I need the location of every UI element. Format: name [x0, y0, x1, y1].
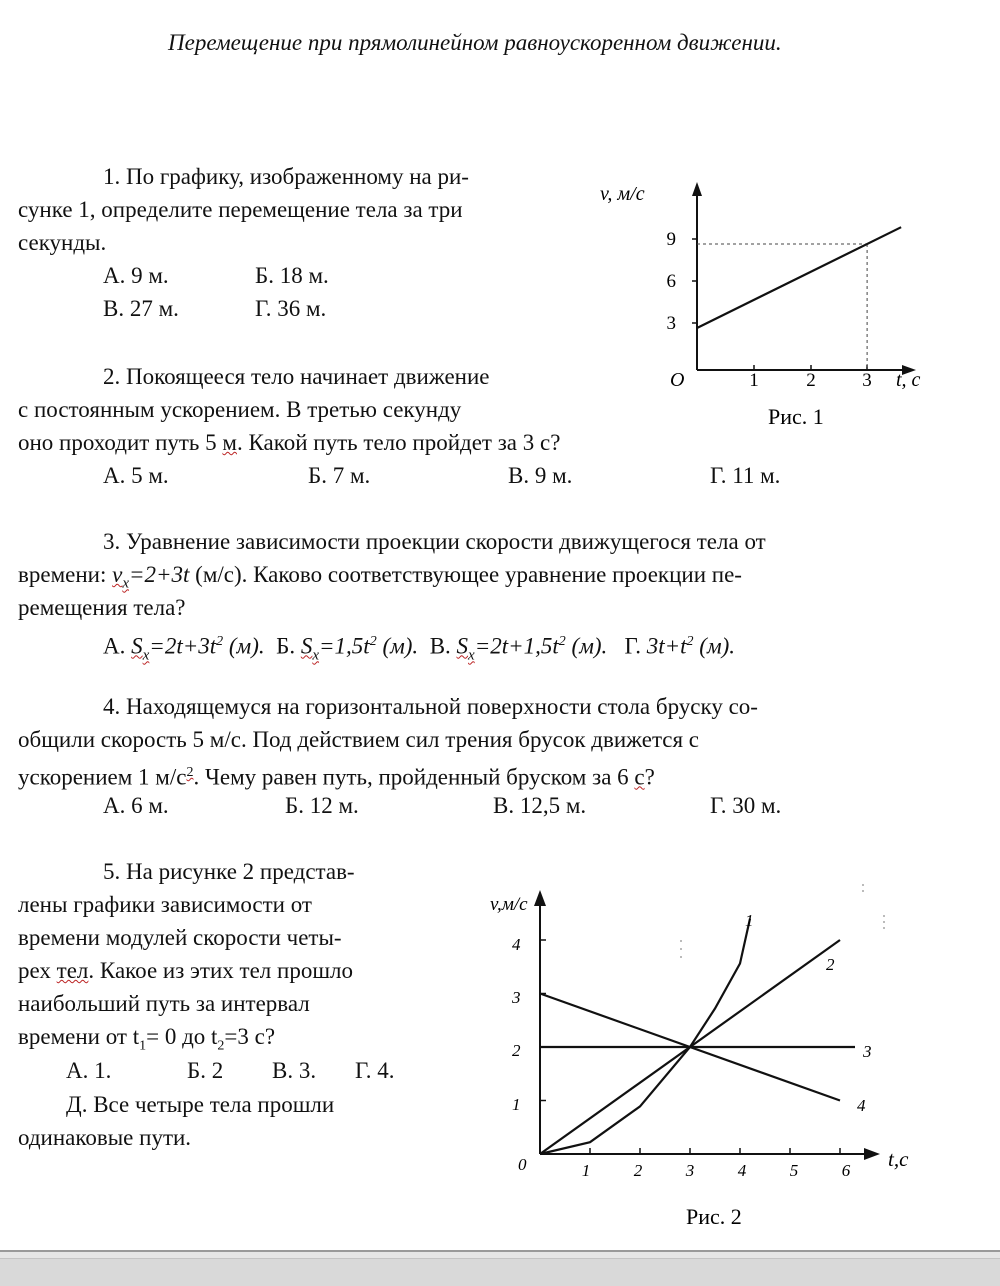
fig1-y-label: v, м/с — [600, 183, 645, 205]
q2-answer-d: Г. 11 м. — [710, 463, 781, 488]
q5-line-4-text: рех — [18, 958, 57, 983]
fig1-xtick-label-1: 1 — [749, 370, 759, 391]
q3-answer-d-label: Г. — [624, 633, 647, 659]
q3-answer-b-label: Б. — [276, 633, 301, 659]
q1-answer-c: В. 27 м. — [103, 296, 179, 321]
window-bottom-bar — [0, 1250, 1000, 1285]
q3-velocity-eq: =2+3t — [128, 562, 190, 587]
q4-line-3-sup: 2 — [186, 765, 194, 780]
fig2-origin-label: 0 — [518, 1155, 527, 1174]
q3-answer-b-eq: =1,5t — [319, 633, 370, 659]
fig1-ytick-label-3: 3 — [666, 313, 676, 334]
q3-answer-a-unit: (м). — [223, 633, 265, 659]
q5-line-5: наибольший путь за интервал — [18, 991, 310, 1016]
q2-line-3-rest: . Какой путь тело пройдет за 3 с? — [236, 430, 561, 455]
q3-answer-c-label: В. — [429, 633, 457, 659]
q3-line-2-rest: (м/с). Каково соответствующее уравнение проекции пе- — [189, 562, 742, 587]
q5-answer-b: Б. 2 — [187, 1058, 224, 1083]
fig2-caption: Рис. 2 — [686, 1204, 742, 1229]
q5-t1-sub: 1 — [139, 1038, 147, 1054]
q5-line-4-rest: . Какое из этих тел прошло — [88, 958, 354, 983]
fig2-xtick-label-3: 3 — [685, 1161, 695, 1180]
fig2-curve-1 — [540, 919, 750, 1154]
q5-line-6-mid: = 0 до t — [146, 1024, 218, 1049]
q3-answer-b-sub: x — [312, 647, 320, 664]
q3-answer-a-label: А. — [103, 633, 132, 659]
q4-line-2: общили скорость 5 м/с. Под действием сил трения брусок движется с — [18, 727, 700, 752]
q4-answer-b: Б. 12 м. — [285, 793, 359, 818]
q5-line-2: лены графики зависимости от — [18, 892, 312, 917]
q5-line-6-rest: =3 с? — [224, 1024, 276, 1049]
q4-line-3-unit: с — [634, 764, 645, 790]
q3-answer-c-unit: (м). — [565, 633, 608, 659]
q5-line-4 — [18, 954, 353, 987]
q2-line-3-unit: м — [222, 430, 237, 455]
fig2-xtick-label-2: 2 — [633, 1161, 643, 1180]
fig2-xtick-label-1: 1 — [581, 1161, 591, 1180]
fig2-y-arrow — [534, 890, 546, 906]
fig2-x-arrow — [864, 1148, 880, 1160]
fig2-ytick-label-3: 3 — [512, 988, 521, 1007]
fig2-curve-label-2: 2 — [826, 955, 835, 974]
q5-answer-d: Г. 4. — [355, 1058, 395, 1083]
window-bottom-bar-inner — [0, 1258, 1000, 1286]
fig1-y-arrow — [692, 182, 702, 196]
q2-answer-b: Б. 7 м. — [308, 463, 371, 488]
q3-answer-b-sup: 2 — [369, 634, 377, 649]
q3-answer-a-sup: 2 — [216, 634, 224, 649]
q5-line-6 — [18, 1020, 275, 1063]
fig2-x-label: t,c — [888, 1147, 909, 1171]
q3-answer-c-S: S — [456, 633, 469, 659]
q3-answer-a-sub: x — [142, 647, 150, 664]
fig2-curve-label-3: 3 — [863, 1042, 872, 1061]
q1-line-1: 1. По графику, изображенному на ри- — [103, 164, 469, 189]
q5-answer-a: А. 1. — [66, 1058, 112, 1083]
fig1-xtick-label-2: 2 — [806, 370, 816, 391]
q4-answer-d: Г. 30 м. — [710, 793, 782, 818]
fig1-ytick-label-6: 6 — [666, 271, 676, 292]
q4-line-3-mid: . Чему равен путь, пройденный бруском за 6 — [193, 764, 635, 790]
page-title: Перемещение при прямолинейном равноускоренном движении. — [168, 30, 782, 55]
q3-answer-c-eq: =2t+1,5t — [474, 633, 559, 659]
fig1-ytick-label-9: 9 — [666, 229, 676, 250]
fig2-xtick-label-6: 6 — [841, 1161, 851, 1180]
q2-answer-c: В. 9 м. — [508, 463, 573, 488]
fig1-xtick-label-3: 3 — [862, 370, 872, 391]
q4-line-3 — [18, 756, 655, 794]
q5-line-3: времени модулей скорости четы- — [18, 925, 342, 950]
fig2-ytick-label-1: 1 — [512, 1095, 521, 1114]
q5-answer-e-line-1: Д. Все четыре тела прошли — [66, 1092, 335, 1117]
q2-line-1: 2. Покоящееся тело начинает движение — [103, 364, 490, 389]
q3-velocity-symbol: v — [112, 562, 123, 587]
q1-line-2: сунке 1, определите перемещение тела за три — [18, 197, 463, 222]
q3-answer-d-sup: 2 — [686, 634, 694, 649]
q3-answer-b-S: S — [300, 633, 313, 659]
q3-answer-c-sup: 2 — [558, 634, 566, 649]
q3-answers — [103, 625, 735, 672]
fig2-curve-label-1: 1 — [745, 911, 754, 930]
q3-answer-d-eq: 3t+t — [646, 633, 687, 659]
q3-line-2-text: времени: — [18, 562, 113, 587]
q4-line-3-text: ускорением 1 м/с — [18, 764, 187, 790]
fig2-curve-label-4: 4 — [857, 1096, 866, 1115]
q1-answer-d: Г. 36 м. — [255, 296, 327, 321]
figure-1 — [590, 170, 950, 440]
q4-line-3-end: ? — [644, 764, 655, 790]
fig1-x-label: t, с — [896, 369, 921, 391]
q5-line-6-text: времени от t — [18, 1024, 140, 1049]
q2-line-2: с постоянным ускорением. В третью секунду — [18, 397, 462, 422]
q3-line-3: ремещения тела? — [18, 595, 186, 620]
q1-line-3: секунды. — [18, 230, 107, 255]
q5-answer-c: В. 3. — [272, 1058, 317, 1083]
q2-line-3 — [18, 426, 560, 459]
q3-answer-a-S: S — [131, 633, 143, 659]
fig2-ytick-label-4: 4 — [512, 935, 521, 954]
q1-answer-a: А. 9 м. — [103, 263, 169, 288]
q5-line-1: 5. На рисунке 2 представ- — [103, 859, 355, 884]
q5-line-4-underlined: тел — [56, 958, 89, 983]
fig1-caption: Рис. 1 — [768, 404, 824, 429]
q5-answer-e-line-2: одинаковые пути. — [18, 1125, 192, 1150]
figure-2 — [460, 870, 930, 1240]
q4-answer-a: А. 6 м. — [103, 793, 169, 818]
q3-answer-d-unit: (м). — [693, 633, 736, 659]
fig2-xtick-label-4: 4 — [737, 1161, 747, 1180]
q3-line-1: 3. Уравнение зависимости проекции скорости движущегося тела от — [103, 529, 766, 554]
fig1-origin-label: O — [670, 369, 685, 391]
fig2-y-label: v,м/с — [490, 894, 528, 915]
q3-answer-b-unit: (м). — [376, 633, 419, 659]
q4-line-1: 4. Находящемуся на горизонтальной поверхности стола бруску со- — [103, 694, 758, 719]
q2-answer-a: А. 5 м. — [103, 463, 169, 488]
q5-t2-sub: 2 — [217, 1038, 225, 1054]
q1-answer-b: Б. 18 м. — [255, 263, 329, 288]
q4-answer-c: В. 12,5 м. — [493, 793, 587, 818]
q2-line-3-text: оно проходит путь 5 — [18, 430, 223, 455]
fig2-xtick-label-5: 5 — [789, 1161, 799, 1180]
q3-answer-a-eq: =2t+3t — [149, 633, 217, 659]
q3-velocity-sub: x — [122, 575, 129, 592]
fig2-ytick-label-2: 2 — [512, 1041, 521, 1060]
q3-answer-c-sub: x — [468, 647, 475, 664]
fig1-velocity-line — [697, 227, 901, 328]
